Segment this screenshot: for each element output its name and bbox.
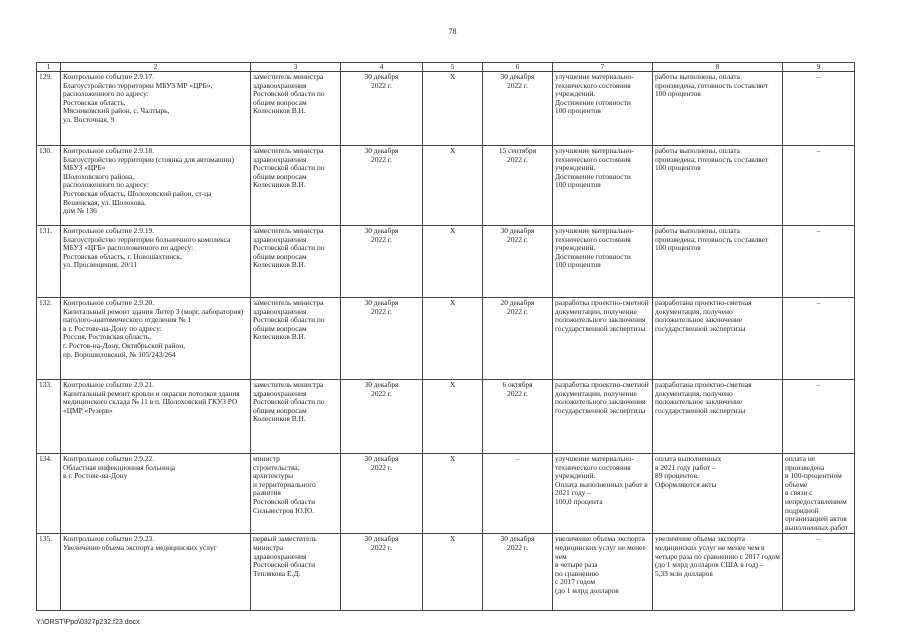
row-number: 133.: [37, 380, 61, 454]
event-cell: Контрольное событие 2.9.23. Увеличение объема экспорта медицинских услуг: [61, 534, 251, 611]
column-5-cell: Х: [423, 72, 483, 146]
plan-date-cell: 30 декабря 2022 г.: [341, 454, 423, 534]
column-5-cell: Х: [423, 454, 483, 534]
fact-date-cell: 20 декабря 2022 г.: [483, 298, 553, 380]
column-5-cell: Х: [423, 146, 483, 226]
row-number: 132.: [37, 298, 61, 380]
report-table: [36, 62, 855, 611]
note-cell: –: [783, 380, 855, 454]
table-row: [37, 454, 855, 534]
status-cell: работы выполнены, оплата произведена, готовность составляет 100 процентов: [653, 146, 783, 226]
note-cell: –: [783, 226, 855, 298]
fact-date-cell: 6 октября 2022 г.: [483, 380, 553, 454]
result-cell: увеличение объема экспорта медицинских услуг не менее чем в четыре раза по сравнению с 2017 годом (до 1 млрд долларов: [553, 534, 653, 611]
event-cell: Контрольное событие 2.9.20. Капитальный ремонт здания Литер 3 (морг, лаборатория) патолого-анатомического отделения № 1 в г. Ростове-на-Дону по адресу: Россия, Ростовская область, г. Ростов-на-Дону, Октябрьский район, пр. Ворошиловский, № 105/243/264: [61, 298, 251, 380]
table-row: [37, 534, 855, 611]
note-cell: –: [783, 298, 855, 380]
responsible-cell: заместитель министра здравоохранения Ростовской области по общим вопросам Колесников В.Н.: [251, 72, 341, 146]
fact-date-cell: 30 декабря 2022 г.: [483, 226, 553, 298]
result-cell: улучшение материально-технического состояния учреждений. Достижение готовности 100 процентов: [553, 72, 653, 146]
note-cell: –: [783, 146, 855, 226]
plan-date-cell: 30 декабря 2022 г.: [341, 146, 423, 226]
row-number: 135.: [37, 534, 61, 611]
column-header: 8: [653, 63, 783, 72]
status-cell: работы выполнены, оплата произведена, готовность составляет 100 процентов: [653, 226, 783, 298]
column-number-row: [37, 63, 855, 72]
note-cell: –: [783, 72, 855, 146]
column-5-cell: Х: [423, 534, 483, 611]
column-header: 4: [341, 63, 423, 72]
column-header: 5: [423, 63, 483, 72]
result-cell: улучшение материально-технического состояния учреждений. Достижение готовности 100 процентов: [553, 146, 653, 226]
fact-date-cell: –: [483, 454, 553, 534]
event-cell: Контрольное событие 2.9.18. Благоустройство территории (стоянка для автомашин) МБУЗ «ЦРБ» Шолоховского района, расположенного по адресу: Ростовская область, Шолоховский район, ст-ца Вешенская, ул. Шолохова, дом № 136: [61, 146, 251, 226]
plan-date-cell: 30 декабря 2022 г.: [341, 226, 423, 298]
page-number: 78: [448, 27, 457, 36]
note-cell: –: [783, 534, 855, 611]
plan-date-cell: 30 декабря 2022 г.: [341, 534, 423, 611]
responsible-cell: заместитель министра здравоохранения Ростовской области по общим вопросам Колесников В.Н.: [251, 146, 341, 226]
table-row: [37, 226, 855, 298]
result-cell: разработка проектно-сметной документации, получение положительного заключения государственной экспертизы: [553, 380, 653, 454]
status-cell: увеличение объема экспорта медицинских услуг не менее чем в четыре раза по сравнению с 2017 годом (до 1 млрд долларов США в год) – 5,33 млн долларов: [653, 534, 783, 611]
status-cell: разработана проектно-сметная документация, получено положительное заключение государственной экспертизы: [653, 380, 783, 454]
responsible-cell: заместитель министра здравоохранения Ростовской области по общим вопросам Колесников В.Н.: [251, 380, 341, 454]
table-row: [37, 298, 855, 380]
column-header: 9: [783, 63, 855, 72]
result-cell: разработка проектно-сметной документации, получение положительного заключения государственной экспертизы: [553, 298, 653, 380]
fact-date-cell: 15 сентября 2022 г.: [483, 146, 553, 226]
note-cell: оплата не произведена в 100-процентном объеме в связи с непредоставлением подрядной организацией актов выполненных работ: [783, 454, 855, 534]
row-number: 130.: [37, 146, 61, 226]
event-cell: Контрольное событие 2.9.22. Областная инфекционная больница в г. Ростове-на-Дону: [61, 454, 251, 534]
plan-date-cell: 30 декабря 2022 г.: [341, 380, 423, 454]
column-header: 7: [553, 63, 653, 72]
table-row: [37, 146, 855, 226]
result-cell: улучшение материально-технического состояния учреждений. Оплата выполненных работ в 2021 году – 100,0 процента: [553, 454, 653, 534]
column-5-cell: Х: [423, 298, 483, 380]
responsible-cell: первый заместитель министра здравоохранения Ростовской области Теплякова Е.Д.: [251, 534, 341, 611]
fact-date-cell: 30 декабря 2022 г.: [483, 534, 553, 611]
column-header: 2: [61, 63, 251, 72]
status-cell: работы выполнены, оплата произведена, готовность составляет 100 процентов: [653, 72, 783, 146]
table-row: [37, 380, 855, 454]
file-path-footer: Y:\ORST\Ppo\0327p232.f23.docx: [36, 619, 140, 626]
responsible-cell: заместитель министра здравоохранения Ростовской области по общим вопросам Колесников В.Н.: [251, 298, 341, 380]
responsible-cell: заместитель министра здравоохранения Ростовской области по общим вопросам Колесников В.Н.: [251, 226, 341, 298]
status-cell: разработана проектно-сметная документация, получено положительное заключение государственной экспертизы: [653, 298, 783, 380]
column-5-cell: Х: [423, 380, 483, 454]
plan-date-cell: 30 декабря 2022 г.: [341, 72, 423, 146]
status-cell: оплата выполненных в 2021 году работ – 89 процентов. Оформляются акты: [653, 454, 783, 534]
event-cell: Контрольное событие 2.9.21. Капитальный ремонт кровли и окраски потолков здания медицинского склада № 11 в п. Шолоховский ГКУЗ РО «ЦМР «Резерв»: [61, 380, 251, 454]
event-cell: Контрольное событие 2.9.19. Благоустройство территории больничного комплекса МБУЗ «ЦГБ» расположенного по адресу: Ростовская область, г. Новошахтинск, ул. Просвещения, 20/11: [61, 226, 251, 298]
row-number: 134.: [37, 454, 61, 534]
event-cell: Контрольное событие 2.9.17. Благоустройство территории МБУЗ МР «ЦРБ», расположенного по адресу: Ростовская область, Мясниковский район, с. Чалтырь, ул. Восточная, 9: [61, 72, 251, 146]
fact-date-cell: 30 декабря 2022 г.: [483, 72, 553, 146]
column-header: 3: [251, 63, 341, 72]
responsible-cell: министр строительства, архитектуры и территориального развития Ростовской области Сильвестров Ю.Ю.: [251, 454, 341, 534]
row-number: 129.: [37, 72, 61, 146]
result-cell: улучшение материально-технического состояния учреждений. Достижение готовности 100 процентов: [553, 226, 653, 298]
row-number: 131.: [37, 226, 61, 298]
column-5-cell: Х: [423, 226, 483, 298]
column-header: 1: [37, 63, 61, 72]
table-row: [37, 72, 855, 146]
plan-date-cell: 30 декабря 2022 г.: [341, 298, 423, 380]
column-header: 6: [483, 63, 553, 72]
